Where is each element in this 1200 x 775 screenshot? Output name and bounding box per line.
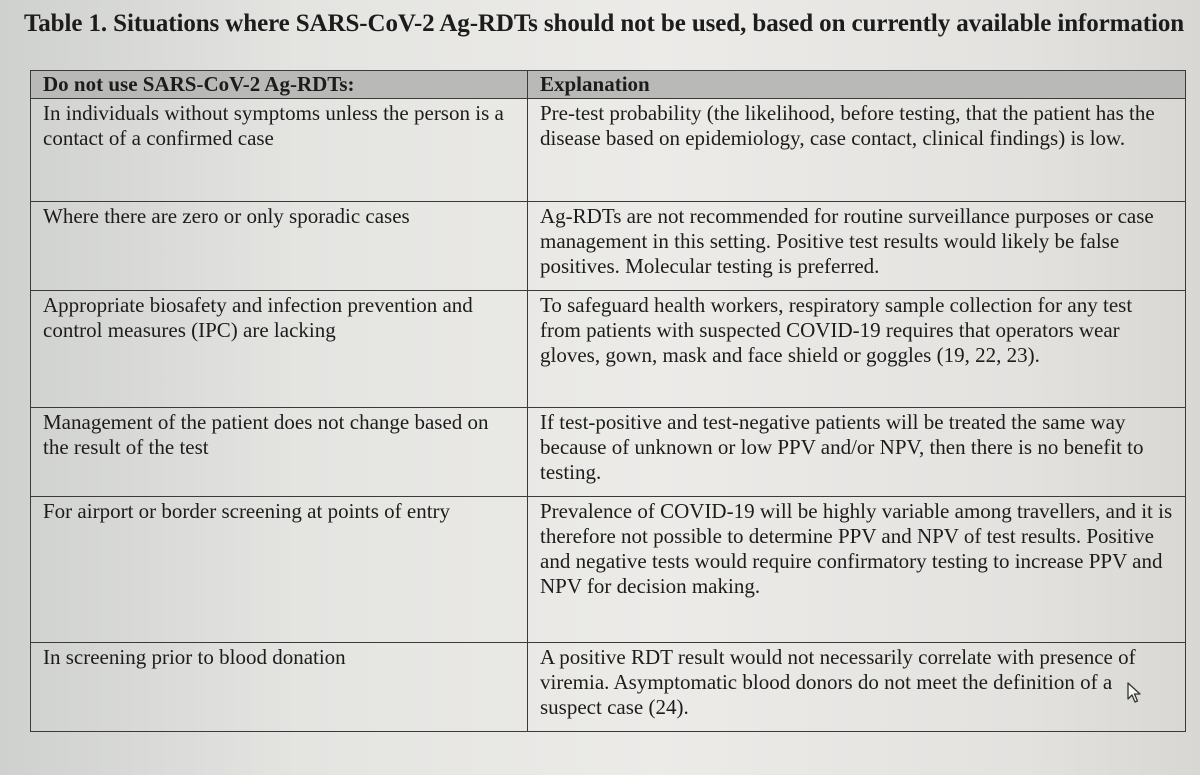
explanation-cell: Prevalence of COVID-19 will be highly variable among travellers, and it is therefore not possible to determine PPV and NPV of test results. Positive and negative tests would require confirmatory testing to increase PPV and NPV for decision making.: [528, 497, 1186, 643]
table-row: [31, 643, 1186, 732]
table-title: Table 1. Situations where SARS-CoV-2 Ag-RDTs should not be used, based on currently available information: [24, 10, 1185, 37]
table-row: [31, 408, 1186, 497]
situation-cell: Management of the patient does not change based on the result of the test: [31, 408, 528, 497]
situations-table: [30, 70, 1186, 732]
table-row: [31, 99, 1186, 202]
header-do-not-use: Do not use SARS-CoV-2 Ag-RDTs:: [31, 71, 528, 99]
table-row: [31, 497, 1186, 643]
table-header-row: [31, 71, 1186, 99]
header-explanation: Explanation: [528, 71, 1186, 99]
table-row: [31, 291, 1186, 408]
table-row: [31, 202, 1186, 291]
situation-cell: In screening prior to blood donation: [31, 643, 528, 732]
mouse-pointer-icon: [1126, 682, 1146, 704]
situation-cell: Appropriate biosafety and infection prevention and control measures (IPC) are lacking: [31, 291, 528, 408]
explanation-cell: A positive RDT result would not necessarily correlate with presence of viremia. Asymptomatic blood donors do not meet the definition of a suspect case (24).: [528, 643, 1186, 732]
situation-cell: Where there are zero or only sporadic cases: [31, 202, 528, 291]
situation-cell: For airport or border screening at points of entry: [31, 497, 528, 643]
situation-cell: In individuals without symptoms unless the person is a contact of a confirmed case: [31, 99, 528, 202]
explanation-cell: To safeguard health workers, respiratory sample collection for any test from patients with suspected COVID-19 requires that operators wear gloves, gown, mask and face shield or goggles (19, 22, 23).: [528, 291, 1186, 408]
explanation-cell: Pre-test probability (the likelihood, before testing, that the patient has the disease based on epidemiology, case contact, clinical findings) is low.: [528, 99, 1186, 202]
explanation-cell: Ag-RDTs are not recommended for routine surveillance purposes or case management in this setting. Positive test results would likely be false positives. Molecular testing is preferred.: [528, 202, 1186, 291]
explanation-cell: If test-positive and test-negative patients will be treated the same way because of unknown or low PPV and/or NPV, then there is no benefit to testing.: [528, 408, 1186, 497]
